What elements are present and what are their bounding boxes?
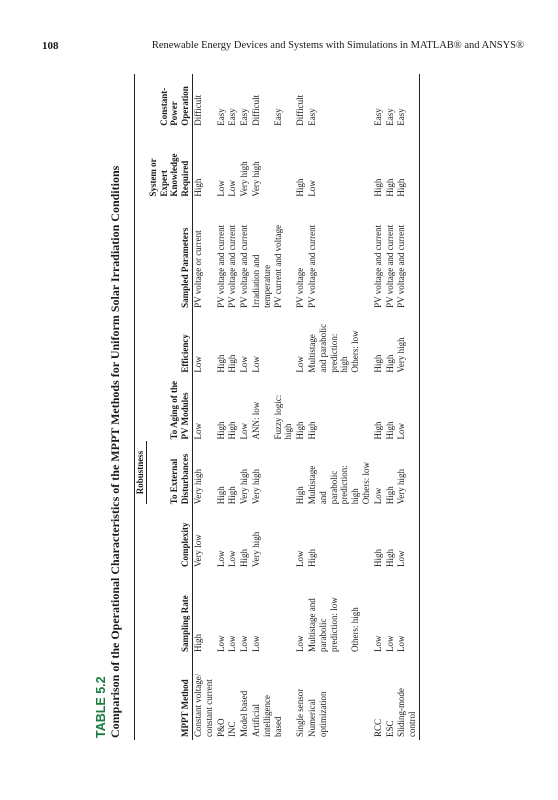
cell-sampled-parameters: PV voltage and current (227, 224, 238, 308)
cell-sampling-rate: High (192, 633, 203, 652)
cell-constant-power: Easy (396, 74, 419, 129)
cell-aging: High (215, 421, 226, 440)
cell-expert-knowledge: High (372, 178, 383, 197)
cell-efficiency: High (372, 354, 383, 373)
cell-sampling-rate: Low (239, 635, 250, 652)
table-row (295, 74, 307, 740)
cell-efficiency: Multistage and parabolic prediction: high Others: low (306, 323, 361, 373)
cell-sampled-parameters: PV voltage and current (306, 224, 317, 308)
cell-complexity: Very high (250, 531, 261, 567)
cell-sampling-rate: Low (295, 635, 306, 652)
cell-complexity: Low (396, 507, 419, 570)
cell-complexity: Very low (192, 534, 203, 567)
cell-complexity: Low (295, 550, 306, 567)
cell-efficiency: High (215, 354, 226, 373)
cell-constant-power: Easy (227, 108, 238, 126)
cell-external-disturbances: Very high (250, 468, 261, 505)
cell-constant-power: Easy (215, 108, 226, 126)
header-method: MPPT Method (180, 679, 191, 737)
page-number: 108 (42, 40, 59, 52)
cell-constant-power: Easy (239, 108, 250, 126)
cell-aging: ANN: low Fuzzy logic: high (250, 394, 294, 440)
cell-sampled-parameters: PV voltage and current (384, 224, 395, 308)
cell-expert-knowledge: High (295, 178, 306, 197)
table-row (239, 74, 251, 740)
cell-aging: Low (396, 376, 419, 443)
header-constant-power: Constant- Power Operation (158, 86, 191, 126)
header-complexity: Complexity (180, 522, 191, 567)
table-row (373, 74, 385, 740)
column-header-row (148, 74, 193, 740)
cell-expert-knowledge: Very high (250, 161, 261, 197)
cell-complexity: Low (227, 550, 238, 567)
cell-complexity: High (239, 548, 250, 567)
table-row (385, 74, 397, 740)
mppt-comparison-table (134, 74, 420, 740)
running-head (0, 0, 558, 60)
table-caption: Comparison of the Operational Characteristics of the MPPT Methods for Uniform Solar Irradiation Conditions (108, 165, 122, 738)
cell-external-disturbances: Very high (396, 442, 419, 507)
header-efficiency: Efficiency (180, 334, 191, 373)
cell-method: ESC (384, 720, 395, 737)
cell-sampled-parameters: PV voltage and current (215, 224, 226, 308)
cell-expert-knowledge: High (396, 129, 419, 200)
cell-sampling-rate: Low (215, 635, 226, 652)
cell-constant-power: Difficult (295, 94, 306, 126)
cell-method: P&O (215, 718, 226, 737)
cell-expert-knowledge: High (384, 178, 395, 197)
header-external-disturbances: To External Disturbances (169, 453, 191, 505)
cell-sampling-rate: Low (227, 635, 238, 652)
cell-complexity: Low (215, 550, 226, 567)
cell-external-disturbances: Multistage and parabolic prediction: high Others: low (306, 461, 371, 505)
cell-aging: High (384, 421, 395, 440)
cell-constant-power: Difficult Easy (250, 94, 283, 126)
cell-sampling-rate: Low (384, 635, 395, 652)
cell-external-disturbances: Low (372, 487, 383, 505)
header-aging: To Aging of the PV Modules (169, 381, 191, 440)
cell-method: Constant voltage/ constant current (192, 673, 214, 737)
cell-expert-knowledge: High (192, 178, 203, 197)
header-expert-knowledge: System or Expert Knowledge Required (147, 153, 191, 197)
rotated-table-block (94, 70, 514, 740)
cell-method: Numerical optimization (306, 691, 328, 737)
cell-constant-power: Easy (306, 108, 317, 126)
cell-external-disturbances: High (295, 486, 306, 505)
table-row (396, 74, 419, 740)
cell-external-disturbances: High (215, 486, 226, 505)
table-row (227, 74, 239, 740)
cell-efficiency: Low (192, 356, 203, 373)
header-sampled-parameters: Sampled Parameters (180, 227, 191, 308)
cell-constant-power: Difficult (192, 94, 203, 126)
cell-aging: High (295, 421, 306, 440)
cell-method: Model based (239, 690, 250, 737)
cell-aging: High (372, 421, 383, 440)
cell-sampled-parameters: Irradiation and temperature PV current and voltage (250, 224, 283, 308)
table-row (216, 74, 228, 740)
cell-sampled-parameters: PV voltage or current (192, 230, 203, 308)
cell-expert-knowledge: Low (227, 180, 238, 197)
cell-external-disturbances: High (384, 486, 395, 505)
cell-sampled-parameters: PV voltage and current (396, 200, 419, 311)
cell-complexity: High (306, 548, 317, 567)
cell-efficiency: Low (295, 356, 306, 373)
cell-aging: High (306, 421, 317, 440)
table-row (192, 74, 215, 740)
cell-constant-power: Easy (372, 108, 383, 126)
cell-method: Sliding-mode control (396, 655, 419, 740)
cell-sampled-parameters: PV voltage and current (372, 224, 383, 308)
table-row (251, 74, 295, 740)
cell-method: RCC (372, 718, 383, 737)
cell-expert-knowledge: Low (215, 180, 226, 197)
table-label: TABLE 5.2 (94, 676, 108, 738)
header-sampling-rate: Sampling Rate (180, 595, 191, 652)
cell-efficiency: Low (250, 356, 261, 373)
cell-sampling-rate: Low (372, 635, 383, 652)
book-title: Renewable Energy Devices and Systems with Simulations in MATLAB® and ANSYS® (151, 40, 524, 51)
cell-efficiency: Low (239, 356, 250, 373)
cell-method: INC (227, 721, 238, 737)
cell-aging: High (227, 421, 238, 440)
cell-efficiency: High (227, 354, 238, 373)
cell-sampled-parameters: PV voltage (295, 267, 306, 308)
cell-sampling-rate: Low (396, 570, 419, 655)
cell-aging: Low (192, 422, 203, 440)
robustness-group-header: Robustness (135, 376, 148, 508)
cell-complexity: High (372, 548, 383, 567)
cell-sampled-parameters: PV voltage and current (239, 224, 250, 308)
table-row (307, 74, 373, 740)
cell-expert-knowledge: Low (306, 180, 317, 197)
table-body (192, 74, 419, 740)
cell-method: Artificial intelligence based (250, 695, 283, 737)
cell-constant-power: Easy (384, 108, 395, 126)
cell-method: Single sensor (295, 688, 306, 737)
cell-aging: Low (239, 422, 250, 440)
cell-expert-knowledge: Very high (239, 161, 250, 197)
cell-complexity: High (384, 548, 395, 567)
cell-sampling-rate: Low (250, 635, 261, 652)
cell-external-disturbances: Very high (192, 468, 203, 505)
cell-efficiency: Very high (396, 311, 419, 376)
cell-external-disturbances: Very high (239, 468, 250, 505)
cell-efficiency: High (384, 354, 395, 373)
cell-external-disturbances: High (227, 486, 238, 505)
cell-sampling-rate: Multistage and parabolic prediction: low Others: high (306, 597, 361, 652)
